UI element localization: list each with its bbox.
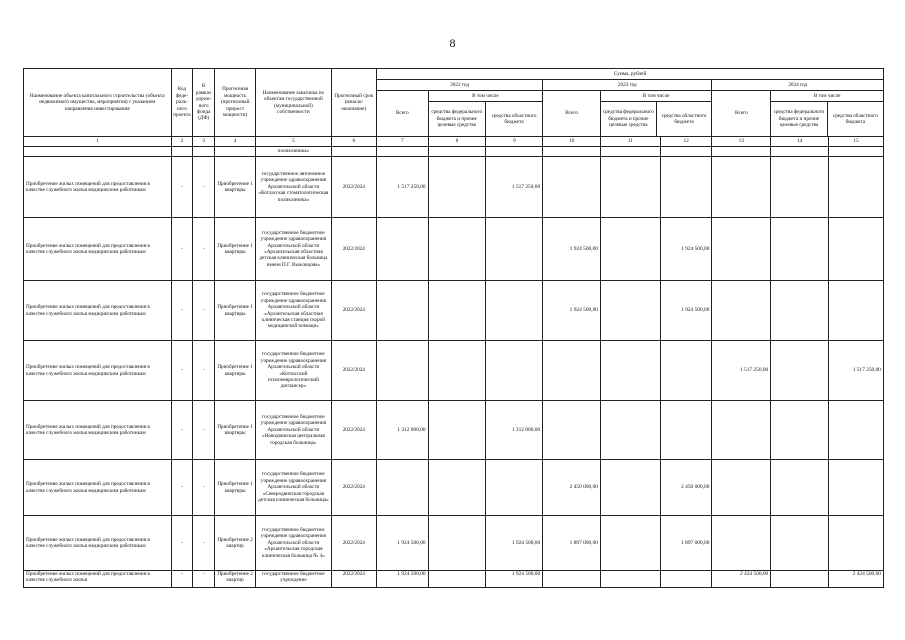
total-2023-cell: 1 897 000,00 bbox=[543, 516, 601, 571]
total-2024-cell: 2 424 500,00 bbox=[712, 571, 771, 588]
project-code-cell: - bbox=[171, 571, 193, 588]
project-code-cell: - bbox=[171, 218, 193, 281]
total-2022-cell: 1 312 000,00 bbox=[377, 401, 429, 460]
total-2024-cell bbox=[712, 460, 771, 516]
customer-cell: государственное бюджетное учреждение здравоохранения Архангельской области «Котласский психоневрологический диспансер» bbox=[256, 341, 331, 401]
regional-2022-cell bbox=[486, 218, 543, 281]
project-code-cell: - bbox=[171, 157, 193, 218]
header-road-fund: В рамках дорож-ного фонда (ДФ) bbox=[193, 69, 215, 137]
total-2022-cell bbox=[377, 218, 429, 281]
deadline-cell: 2022/2024 bbox=[331, 218, 376, 281]
regional-2024-cell bbox=[829, 218, 884, 281]
column-number: 14 bbox=[771, 137, 829, 147]
customer-cell: государственное бюджетное учреждение здравоохранения Архангельской области «Архангельская областная клиническая станция скорой медицинской помощи» bbox=[256, 281, 331, 341]
header-regional: средства областного бюджета bbox=[491, 112, 537, 125]
customer-cell: государственное бюджетное учреждение bbox=[256, 571, 331, 588]
federal-2024-cell bbox=[771, 281, 829, 341]
total-2023-cell bbox=[543, 157, 601, 218]
header-including: В том числе bbox=[771, 91, 883, 102]
table-row bbox=[24, 157, 884, 218]
federal-2023-cell bbox=[600, 401, 660, 460]
federal-2022-cell bbox=[428, 281, 486, 341]
road-fund-cell: - bbox=[193, 341, 215, 401]
customer-cell: государственное бюджетное учреждение здравоохранения Архангельской области «Архангельская городская клиническая больница № 4» bbox=[256, 516, 331, 571]
project-code-cell: - bbox=[171, 341, 193, 401]
total-2023-cell: 1 924 500,00 bbox=[543, 281, 601, 341]
federal-2022-cell bbox=[428, 571, 486, 588]
object-name-cell: Приобретение жилых помещений для предоставления в качестве служебного жилья медицинским работникам bbox=[24, 341, 172, 401]
regional-2023-cell: 1 897 000,00 bbox=[660, 516, 712, 571]
object-name-cell: Приобретение жилых помещений для предоставления в качестве служебного жилья медицинским работникам bbox=[24, 281, 172, 341]
federal-2023-cell bbox=[600, 281, 660, 341]
regional-2023-cell bbox=[660, 571, 712, 588]
federal-2022-cell bbox=[428, 157, 486, 218]
regional-2023-cell bbox=[660, 341, 712, 401]
column-number: 9 bbox=[486, 137, 543, 147]
column-number: 3 bbox=[193, 137, 215, 147]
object-name-cell: Приобретение жилых помещений для предоставления в качестве служебного жилья медицинским работникам bbox=[24, 157, 172, 218]
regional-2023-cell: 2 450 000,00 bbox=[660, 460, 712, 516]
total-2022-cell bbox=[377, 460, 429, 516]
deadline-cell: 2022/2024 bbox=[331, 516, 376, 571]
federal-2024-cell bbox=[771, 460, 829, 516]
continuation-row bbox=[24, 147, 884, 157]
total-2023-cell bbox=[543, 341, 601, 401]
object-name-cell: Приобретение жилых помещений для предоставления в качестве служебного жилья медицинским работникам bbox=[24, 218, 172, 281]
column-numbers-row bbox=[24, 137, 884, 147]
total-2024-cell: 1 517 250,00 bbox=[712, 341, 771, 401]
regional-2022-cell bbox=[486, 281, 543, 341]
header-deadline: Прогнозный срок (начало/ окончание) bbox=[331, 69, 376, 137]
header-including-group bbox=[428, 91, 543, 137]
regional-2022-cell: 1 924 500,00 bbox=[486, 516, 543, 571]
federal-2024-cell bbox=[771, 218, 829, 281]
column-number: 1 bbox=[24, 137, 172, 147]
table-header bbox=[24, 69, 884, 147]
project-code-cell: - bbox=[171, 460, 193, 516]
object-name-cell: Приобретение жилых помещений для предоставления в качестве служебного жилья медицинским работникам bbox=[24, 516, 172, 571]
total-2022-cell: 1 517 250,00 bbox=[377, 157, 429, 218]
header-regional: средства областного бюджета bbox=[661, 112, 707, 125]
object-name-cell: Приобретение жилых помещений для предоставления в качестве служебного жилья медицинским работникам bbox=[24, 401, 172, 460]
total-2023-cell: 1 924 500,00 bbox=[543, 218, 601, 281]
capacity-cell: Приобретение 1 квартиры bbox=[214, 157, 255, 218]
total-2024-cell bbox=[712, 401, 771, 460]
federal-2022-cell bbox=[428, 516, 486, 571]
header-amount: Сумма, рублей bbox=[377, 69, 884, 80]
object-name-cell: Приобретение жилых помещений для предоставления в качестве служебного жилья bbox=[24, 571, 172, 588]
column-number: 15 bbox=[829, 137, 884, 147]
table-row bbox=[24, 401, 884, 460]
federal-2023-cell bbox=[600, 460, 660, 516]
header-year-2024: 2024 год bbox=[712, 80, 884, 91]
customer-cell: государственное бюджетное учреждение здравоохранения Архангельской области «Северодвинская городская детская клиническая больница» bbox=[256, 460, 331, 516]
table-row bbox=[24, 341, 884, 401]
regional-2023-cell bbox=[660, 401, 712, 460]
column-number: 11 bbox=[600, 137, 660, 147]
deadline-cell: 2022/2024 bbox=[331, 281, 376, 341]
header-total: Всего bbox=[377, 91, 429, 137]
header-federal: средства федерального бюджета и прочие целевые средства bbox=[429, 102, 486, 136]
page-number: 8 bbox=[449, 36, 456, 50]
regional-2024-cell bbox=[829, 401, 884, 460]
capacity-cell: Приобретение 1 квартиры bbox=[214, 218, 255, 281]
regional-2023-cell: 1 924 500,00 bbox=[660, 281, 712, 341]
customer-cell: государственное автономное учреждение здравоохранения Архангельской области «Котласская стоматологическая поликлиника» bbox=[256, 157, 331, 218]
column-number: 5 bbox=[256, 137, 331, 147]
column-number: 13 bbox=[712, 137, 771, 147]
header-including: В том числе bbox=[429, 91, 543, 102]
regional-2024-cell: 1 517 250,00 bbox=[829, 341, 884, 401]
header-federal: средства федерального бюджета и прочие целевые средства bbox=[771, 102, 827, 136]
project-code-cell: - bbox=[171, 516, 193, 571]
total-2022-cell: 1 924 500,00 bbox=[377, 516, 429, 571]
header-federal: средства федерального бюджета и прочие целевые средства bbox=[601, 102, 657, 136]
capacity-cell: Приобретение 1 квартиры bbox=[214, 341, 255, 401]
customer-cell: государственное бюджетное учреждение здравоохранения Архангельской области «Архангельская областная детская клиническая больница имени П.Г. Выжлецова» bbox=[256, 218, 331, 281]
deadline-cell: 2022/2024 bbox=[331, 401, 376, 460]
road-fund-cell: - bbox=[193, 401, 215, 460]
header-including: В том числе bbox=[601, 91, 711, 102]
total-2022-cell: 1 924 500,00 bbox=[377, 571, 429, 588]
table-row bbox=[24, 571, 884, 588]
table-row bbox=[24, 516, 884, 571]
object-name-cell: Приобретение жилых помещений для предоставления в качестве служебного жилья медицинским работникам bbox=[24, 460, 172, 516]
regional-2022-cell: 1 924 500,00 bbox=[486, 571, 543, 588]
regional-2022-cell bbox=[486, 341, 543, 401]
federal-2022-cell bbox=[428, 401, 486, 460]
header-including-group bbox=[771, 91, 884, 137]
regional-2023-cell: 1 924 500,00 bbox=[660, 218, 712, 281]
federal-2023-cell bbox=[600, 218, 660, 281]
header-regional: средства областного бюджета bbox=[832, 112, 878, 125]
federal-2024-cell bbox=[771, 401, 829, 460]
road-fund-cell: - bbox=[193, 571, 215, 588]
regional-2024-cell bbox=[829, 516, 884, 571]
road-fund-cell: - bbox=[193, 157, 215, 218]
regional-2022-cell bbox=[486, 460, 543, 516]
federal-2023-cell bbox=[600, 571, 660, 588]
header-total: Всего bbox=[543, 91, 601, 137]
federal-2024-cell bbox=[771, 516, 829, 571]
regional-2024-cell: 2 424 500,00 bbox=[829, 571, 884, 588]
road-fund-cell: - bbox=[193, 516, 215, 571]
regional-2023-cell bbox=[660, 157, 712, 218]
road-fund-cell: - bbox=[193, 460, 215, 516]
total-2024-cell bbox=[712, 218, 771, 281]
header-capacity: Прогнозная мощность (прогнозный прирост мощности) bbox=[214, 69, 255, 137]
header-year-2022: 2022 год bbox=[377, 80, 543, 91]
header-year-2023: 2023 год bbox=[543, 80, 712, 91]
federal-2022-cell bbox=[428, 218, 486, 281]
federal-2022-cell bbox=[428, 460, 486, 516]
column-number: 12 bbox=[660, 137, 712, 147]
column-number: 7 bbox=[377, 137, 429, 147]
federal-2024-cell bbox=[771, 157, 829, 218]
project-code-cell: - bbox=[171, 281, 193, 341]
deadline-cell: 2022/2024 bbox=[331, 341, 376, 401]
column-number: 6 bbox=[331, 137, 376, 147]
column-number: 2 bbox=[171, 137, 193, 147]
deadline-cell: 2022/2024 bbox=[331, 571, 376, 588]
regional-2024-cell bbox=[829, 460, 884, 516]
total-2022-cell bbox=[377, 281, 429, 341]
capacity-cell: Приобретение 1 квартиры bbox=[214, 401, 255, 460]
federal-2024-cell bbox=[771, 571, 829, 588]
column-number: 8 bbox=[428, 137, 486, 147]
federal-2024-cell bbox=[771, 341, 829, 401]
capacity-cell: Приобретение 1 квартиры bbox=[214, 460, 255, 516]
capacity-cell: Приобретение 1 квартиры bbox=[214, 281, 255, 341]
federal-2023-cell bbox=[600, 341, 660, 401]
table-row bbox=[24, 281, 884, 341]
customer-cell: государственное бюджетное учреждение здравоохранения Архангельской области «Новодвинская центральная городская больница» bbox=[256, 401, 331, 460]
header-including-group bbox=[600, 91, 711, 137]
project-code-cell: - bbox=[171, 401, 193, 460]
federal-2023-cell bbox=[600, 516, 660, 571]
regional-2024-cell bbox=[829, 157, 884, 218]
column-number: 4 bbox=[214, 137, 255, 147]
continuation-text: поликлиника» bbox=[256, 147, 331, 157]
total-2023-cell bbox=[543, 571, 601, 588]
table-body bbox=[24, 147, 884, 588]
total-2023-cell bbox=[543, 401, 601, 460]
total-2022-cell bbox=[377, 341, 429, 401]
column-number: 10 bbox=[543, 137, 601, 147]
header-project-code: Код феде-раль-ного проекта bbox=[171, 69, 193, 137]
investment-table bbox=[23, 68, 884, 588]
regional-2024-cell bbox=[829, 281, 884, 341]
regional-2022-cell: 1 517 250,00 bbox=[486, 157, 543, 218]
total-2024-cell bbox=[712, 157, 771, 218]
header-total: Всего bbox=[712, 91, 771, 137]
road-fund-cell: - bbox=[193, 281, 215, 341]
capacity-cell: Приобретение 2 квартир bbox=[214, 516, 255, 571]
table-row bbox=[24, 460, 884, 516]
deadline-cell: 2022/2024 bbox=[331, 157, 376, 218]
federal-2022-cell bbox=[428, 341, 486, 401]
header-object-name: Наименование объекта капитального строительства (объекта недвижимого имущества, мероприятия) с указанием направления инвестирования bbox=[24, 69, 172, 137]
regional-2022-cell: 1 312 000,00 bbox=[486, 401, 543, 460]
road-fund-cell: - bbox=[193, 218, 215, 281]
federal-2023-cell bbox=[600, 157, 660, 218]
table-row bbox=[24, 218, 884, 281]
deadline-cell: 2022/2024 bbox=[331, 460, 376, 516]
header-customer: Наименование заказчика по объектам государственной (муниципальной) собственности bbox=[256, 69, 331, 137]
capacity-cell: Приобретение 2 квартир bbox=[214, 571, 255, 588]
total-2024-cell bbox=[712, 281, 771, 341]
total-2024-cell bbox=[712, 516, 771, 571]
total-2023-cell: 2 450 000,00 bbox=[543, 460, 601, 516]
